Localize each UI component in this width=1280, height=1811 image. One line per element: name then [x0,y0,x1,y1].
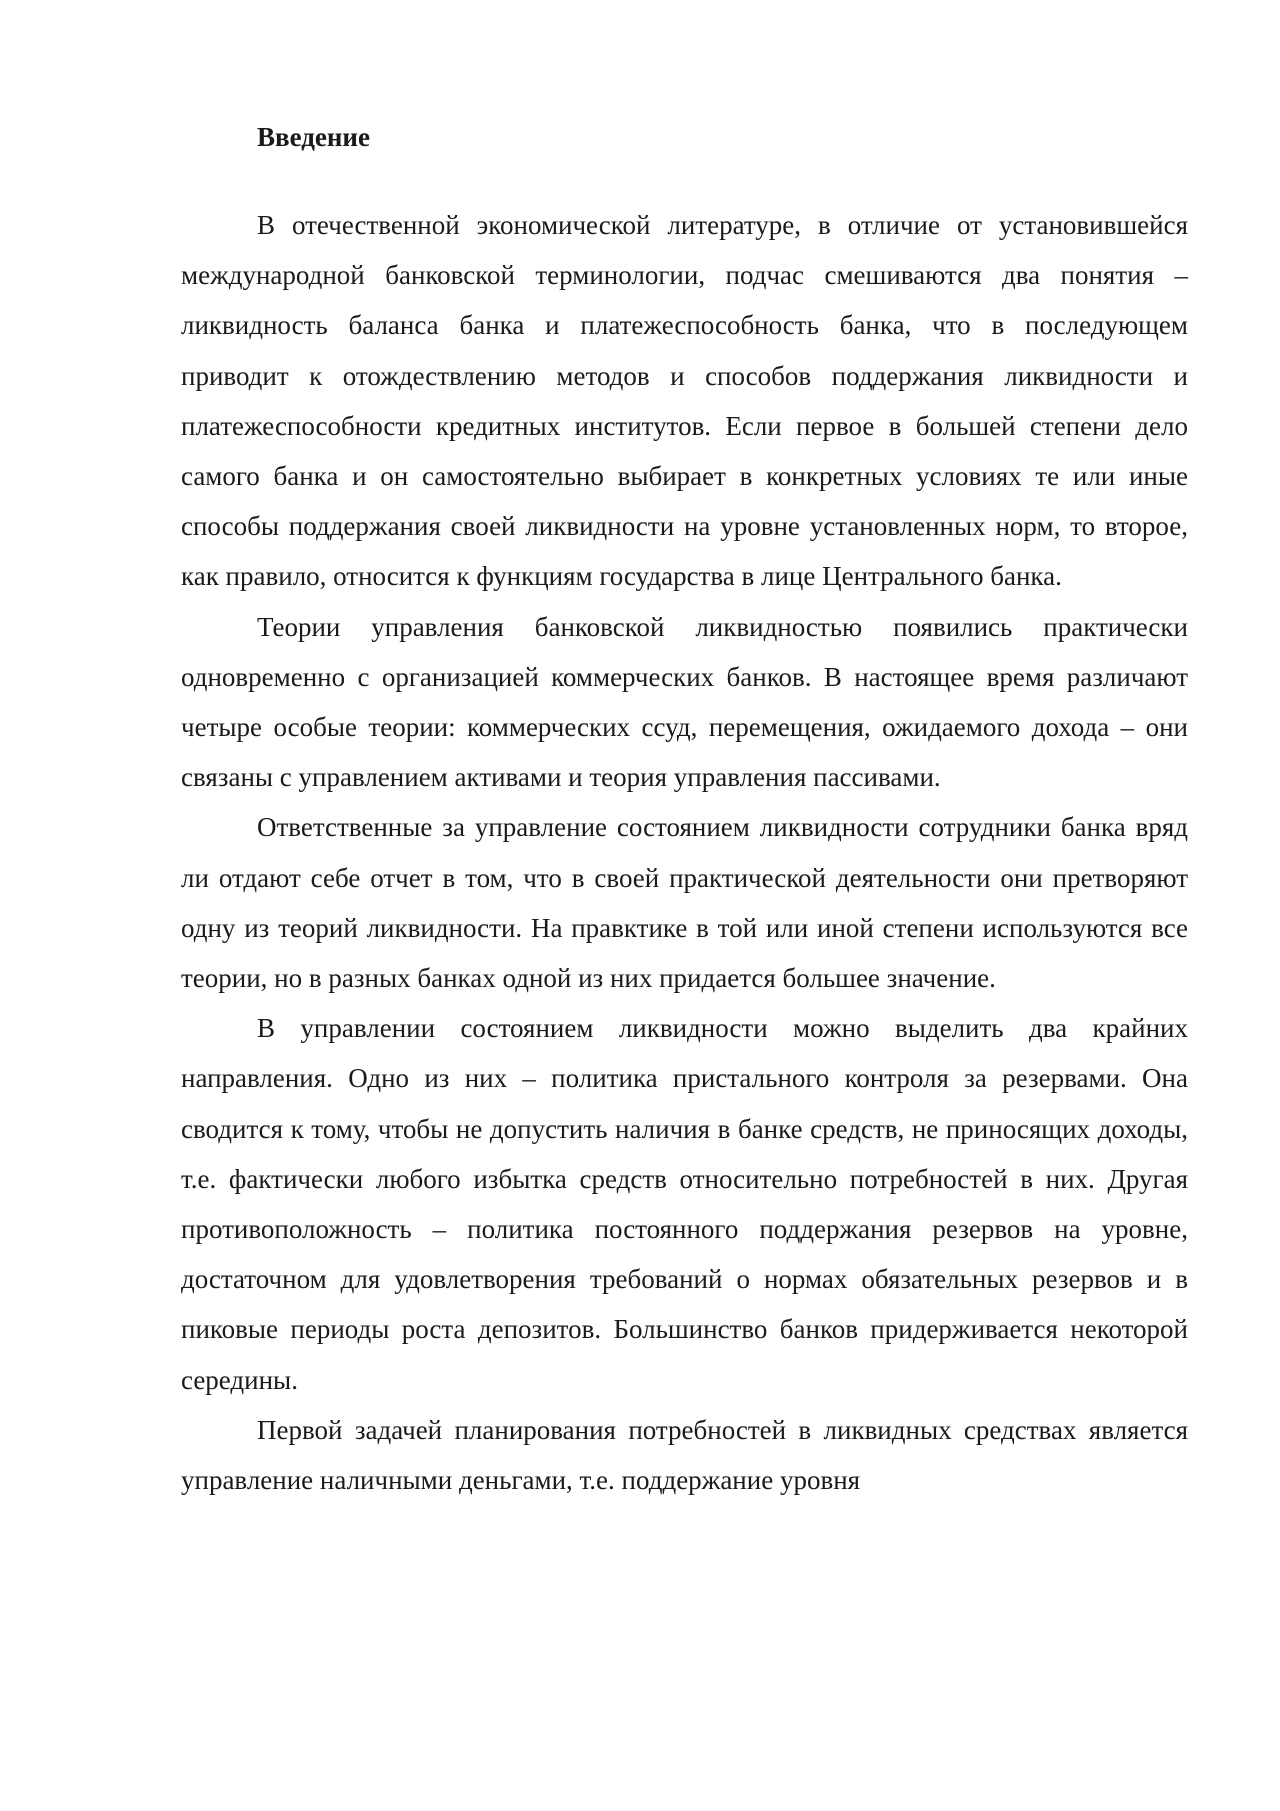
paragraph-4: В управлении состоянием ликвидности можно выделить два крайних направления. Одно из них – политика пристального контроля за резервами. Она сводится к тому, чтобы не допустить наличия в банке средств, не приносящих доходы, т.е. фактически любого избытка средств относительно потребностей в них. Другая противоположность – политика постоянного поддержания резервов на уровне, достаточном для удовлетворения требований о нормах обязательных резервов и в пиковые периоды роста депозитов. Большинство банков придерживается некоторой середины. [181,1013,1188,1395]
paragraph-1: В отечественной экономической литературе, в отличие от установившейся международной банковской терминологии, подчас смешиваются два понятия – ликвидность баланса банка и платежеспособность банка, что в последующем приводит к отождествлению методов и способов поддержания ликвидности и платежеспособности кредитных институтов. Если первое в большей степени дело самого банка и он самостоятельно выбирает в конкретных условиях те или иные способы поддержания своей ликвидности на уровне установленных норм, то второе, как правило, относится к функциям государства в лице Центрального банка. [181,210,1188,592]
section-heading: Введение [257,122,370,152]
paragraph-5: Первой задачей планирования потребностей в ликвидных средствах является управление наличными деньгами, т.е. поддержание уровня [181,1414,1188,1496]
paragraph-2: Теории управления банковской ликвидностью появились практически одновременно с организацией коммерческих банков. В настоящее время различают четыре особые теории: коммерческих ссуд, перемещения, ожидаемого дохода – они связаны с управлением активами и теория управления пассивами. [181,611,1188,793]
paragraph-3: Ответственные за управление состоянием ликвидности сотрудники банка вряд ли отдают себе отчет в том, что в своей практической деятельности они претворяют одну из теорий ликвидности. На правктике в той или иной степени используются все теории, но в разных банках одной из них придается большее значение. [181,812,1188,994]
page-content [181,112,1188,1505]
